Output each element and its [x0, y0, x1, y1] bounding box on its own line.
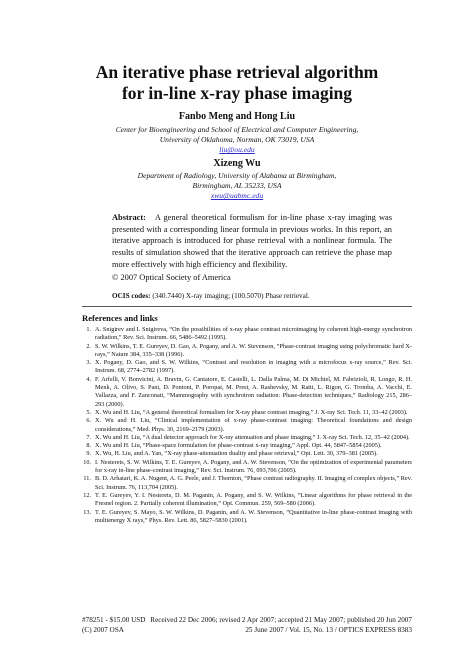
paper-title: [0, 62, 474, 104]
reference-item: [82, 442, 412, 450]
footer-history: Received 22 Dec 2006; revised 2 Apr 2007; accepted 21 May 2007; published 20 Jun 2007: [150, 616, 412, 624]
title-line-1: An iterative phase retrieval algorithm: [95, 62, 379, 82]
reference-number: 11.: [83, 475, 91, 483]
reference-text: S. W. Wilkins, T. E. Gureyev, D. Gao, A. Pogany, and A. W. Stevenson, “Phase-contrast imaging using polychromatic hard X-rays,” Nature 384, 335–338 (1996).: [95, 342, 412, 358]
references-list: [82, 326, 412, 525]
reference-text: B. D. Arhatari, K. A. Nugent, A. G. Peele, and J. Thornton, “Phase contrast radiography. II. Imaging of complex objects,” Rev. Sci. Instrum. 76, 113,704 (2005).: [95, 475, 412, 491]
reference-text: X. Wu and H. Liu, “A general theoretical formalism for X-ray phase contrast imaging,” J. X-ray Sci. Tech. 11, 33–42 (2003).: [95, 408, 408, 416]
reference-number: 1.: [86, 326, 91, 333]
email-link-1[interactable]: liu@ou.edu: [219, 145, 255, 154]
reference-item: [82, 343, 412, 360]
reference-text: T. E. Gureyev, S. Mayo, S. W. Wilkins, D. Paganin, and A. W. Stevenson, “Quantitative in-line phase-contrast imaging with multienergy X rays,” Phys. Rev. Lett. 86, 5827–5830 (2001).: [95, 508, 412, 524]
reference-item: [82, 475, 412, 492]
abstract-label: Abstract:: [112, 213, 146, 222]
reference-number: 4.: [86, 375, 91, 383]
ocis-label: OCIS codes:: [112, 292, 151, 300]
reference-item: [82, 434, 412, 442]
copyright-notice: © 2007 Optical Society of America: [112, 273, 231, 282]
reference-text: X. Wu, H. Liu, and A. Yan, “X-ray phase-attenuation duality and phase retrieval,” Opt. Lett. 30, 379–381 (2005).: [95, 450, 378, 458]
abstract: [112, 212, 392, 271]
reference-number: 10.: [83, 458, 91, 466]
reference-number: 7.: [86, 433, 91, 441]
author-names-2: Xizeng Wu: [213, 158, 261, 169]
reference-text: X. Wu and H. Liu, “Clinical implementation of x-ray phase-contrast imaging: Theoretical foundations and design considerations,” Med. Phys. 30, 2169–2179 (2003).: [95, 417, 412, 433]
affiliation-2-line-2: Birmingham, AL 35233, USA: [192, 181, 282, 190]
reference-number: 6.: [86, 417, 91, 425]
author-names-1: Fanbo Meng and Hong Liu: [178, 111, 296, 122]
reference-item: [82, 376, 412, 409]
ocis-codes: [112, 292, 310, 300]
email-link-2[interactable]: xwu@uabmc.edu: [210, 191, 264, 200]
abstract-text: A general theoretical formulism for in-line phase x-ray imaging was presented with a corresponding linear formula in previous works. In this report, an iterative approach is introduced for phase retrieval with a nonlinear formula. The results of simulation showed that the iterative approach can retrieve the phase map more effectively with high efficiency and flexibility.: [112, 213, 392, 269]
reference-text: A. Snigirev and I. Snigireva, “On the possibilities of x-ray phase contrast microimaging by coherent high-energy synchrotron radiation,” Rev. Sci. Instrum. 66, 5486–5492 (1995).: [95, 326, 412, 342]
reference-item: [82, 409, 412, 417]
reference-text: F. Arfelli, V. Bonvicini, A. Bravin, G. Cantatore, E. Castelli, L. Dalla Palma, M. Di Michiel, M. Fabrizioli, R. Longo, R. H. Menk, A. Olivo, S. Pani, D. Pontoni, P. Poropat, M. Prest, A. Rashevsky, M. Ratti, L. Rigon, G. Tromba, A. Vacchi, E. Vallazza, and F. Zanconati, “Mammography with synchrotron radiation: Phase-detection techniques,” Radiology 215, 286–293 (2000).: [95, 375, 412, 408]
footer-citation: 25 June 2007 / Vol. 15, No. 13 / OPTICS EXPRESS 8383: [245, 625, 412, 634]
affiliation-1-line-2: University of Oklahoma, Norman, OK 73019, USA: [159, 135, 315, 144]
affiliation-1: [0, 125, 474, 155]
reference-number: 8.: [86, 442, 91, 450]
reference-text: X. Pogany, D. Gao, and S. W. Wilkins, “Contrast and resolution in imaging with a microfocus x-ray source,” Rev. Sci. Instrum. 68, 2774–2782 (1997).: [95, 359, 412, 375]
reference-item: [82, 417, 412, 434]
reference-text: X. Wu and H. Liu, “A dual detector approach for X-ray attenuation and phase imaging,” J. X-ray Sci. Tech. 12, 35–42 (2004).: [95, 433, 410, 441]
reference-item: [82, 359, 412, 376]
title-line-2: for in-line x-ray phase imaging: [121, 83, 353, 103]
affiliation-2: [0, 171, 474, 201]
reference-number: 9.: [86, 450, 91, 458]
reference-item: [82, 492, 412, 509]
ocis-text: (340.7440) X-ray imaging; (100.5070) Phase retrieval.: [152, 292, 310, 300]
page-footer: [82, 616, 412, 635]
reference-text: I. Nesterets, S. W. Wilkins, T. E. Gureyev, A. Pogany, and A. W. Stevenson, “On the optimization of experimental parameters for x-ray in-line phase-contrast imaging,” Rev. Sci. Instrum. 76, 093,706 (2005).: [95, 458, 412, 475]
reference-number: 12.: [83, 491, 91, 499]
reference-item: [82, 459, 412, 476]
reference-number: 3.: [86, 359, 91, 367]
footer-article-code: #78251 - $15.00 USD: [82, 616, 146, 624]
section-divider: [82, 306, 412, 307]
references-heading: References and links: [82, 313, 158, 323]
footer-copyright: (C) 2007 OSA: [82, 625, 124, 634]
reference-text: T. E. Gureyev, Y. I. Nesterets, D. M. Paganin, A. Pogany, and S. W. Wilkins, “Linear algorithms for phase retrieval in the Fresnel region. 2. Partially coherent illumination,” Opt. Commun. 259, 569–580 (2006).: [95, 491, 412, 508]
reference-item: [82, 509, 412, 526]
reference-item: [82, 326, 412, 343]
affiliation-1-line-1: Center for Bioengineering and School of Electrical and Computer Engineering,: [115, 125, 359, 134]
affiliation-2-line-1: Department of Radiology, University of Alabama at Birmingham,: [137, 171, 337, 180]
reference-text: X. Wu and H. Liu, “Phase-space formulation for phase-contrast x-ray imaging,” Appl. Opt. 44, 5847–5854 (2005).: [95, 442, 382, 450]
reference-number: 5.: [86, 408, 91, 416]
reference-item: [82, 450, 412, 458]
reference-number: 13.: [83, 508, 91, 516]
reference-number: 2.: [86, 342, 91, 350]
